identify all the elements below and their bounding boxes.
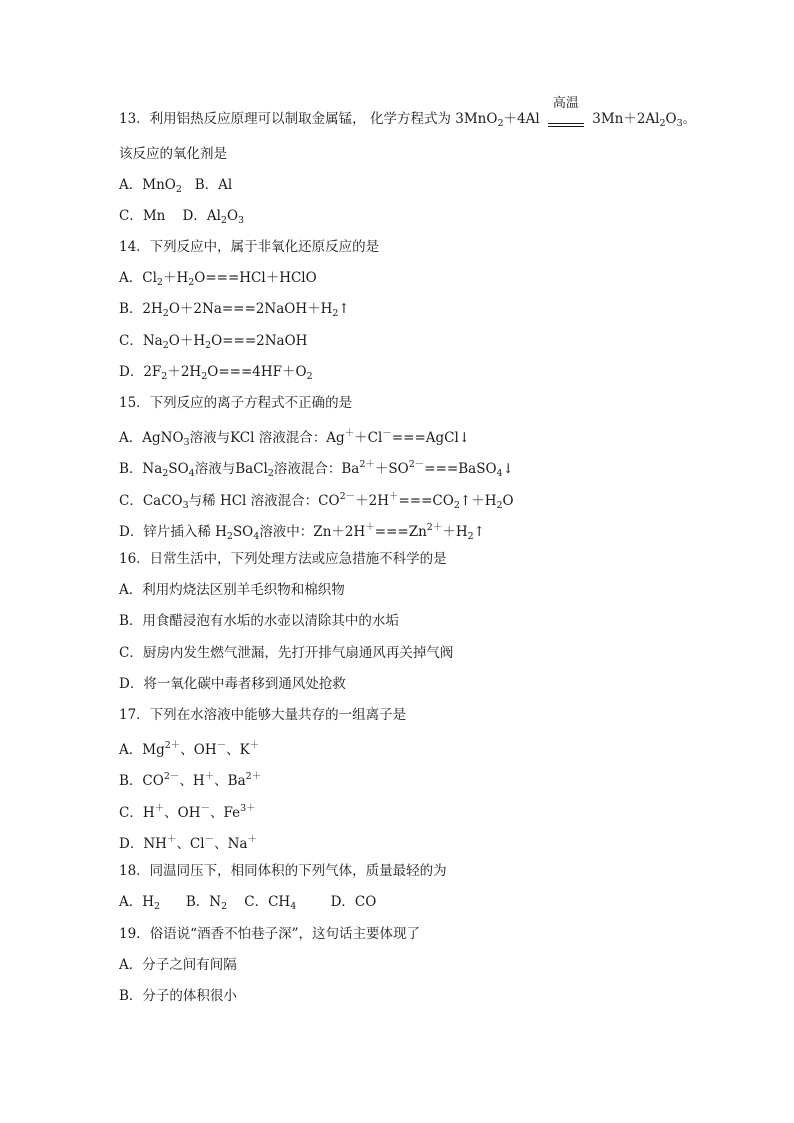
question-14-option-c: C．$Na_2O+H_2O===2NaOH$ [119, 333, 308, 351]
question-17-option-d: D．NH＋、Cl－、Na＋ [119, 834, 257, 852]
question-13-options-ab: A．MnO$_2$ B．Al [119, 177, 233, 195]
question-17-stem: 17．下列在水溶液中能够大量共存的一组离子是 [119, 707, 407, 723]
question-14-option-d: D．$2F_2+2H_2O===4HF+O_2$ [119, 364, 313, 382]
question-16-stem: 16．日常生活中，下列处理方法或应急措施不科学的是 [119, 551, 447, 567]
question-18-stem: 18．同温同压下，相同体积的下列气体，质量最轻的为 [119, 863, 447, 879]
question-13-stem: 13．利用铝热反应原理可以制取金属锰， 化学方程式为 3MnO$_2$＋4Al 高温 $3Mn+2Al_2O_3$。 [119, 110, 696, 133]
question-13-options-cd: C．Mn D．$Al_2O_3$ [119, 208, 245, 226]
question-14-stem: 14．下列反应中，属于非氧化还原反应的是 [119, 239, 380, 255]
question-15-option-b: B．$Na_2SO_4$溶液与BaCl$_2$溶液混合：$Ba^{2+}+SO^{2-}===BaSO_4↓$ [119, 459, 514, 479]
question-16-option-b: B．用食醋浸泡有水垢的水壶以清除其中的水垢 [119, 613, 399, 629]
question-18-options: A．$H_2$ B．$N_2$ C．$CH_4$ D．CO [119, 894, 377, 912]
question-17-option-b: B．$CO^{2-}$、H＋、$Ba^{2+}$ [119, 771, 262, 789]
question-17-option-c: C．H＋、OH－、$Fe^{3+}$ [119, 803, 256, 821]
question-15-option-d: D．锌片插入稀 $H_2SO_4$溶液中：$Zn+2H^+===Zn^{2+}+H_2↑$ [119, 522, 485, 542]
reaction-condition-arrow: 高温 [546, 115, 586, 133]
question-14-option-b: B．$2H_2O+2Na===2NaOH+H_2↑$ [119, 301, 350, 319]
question-13-stem-cont: 该反应的氧化剂是 [119, 146, 227, 162]
question-15-option-c: C．CaCO$_3$与稀 HCl 溶液混合：$CO^{2-}+2H^+===CO_2↑+H_2O$ [119, 491, 514, 511]
question-16-option-a: A．利用灼烧法区别羊毛织物和棉织物 [119, 582, 345, 598]
question-19-option-b: B．分子的体积很小 [119, 988, 237, 1004]
question-19-stem: 19．俗语说“酒香不怕巷子深”，这句话主要体现了 [119, 926, 420, 942]
question-14-option-a: A．$Cl_2+H_2O===HCl+HClO$ [119, 270, 317, 288]
question-15-option-a: A．AgNO$_3$溶液与KCl 溶液混合：Ag＋＋Cl－===AgCl↓ [119, 428, 471, 448]
question-19-option-a: A．分子之间有间隔 [119, 957, 237, 973]
question-16-option-c: C．厨房内发生燃气泄漏，先打开排气扇通风再关掉气阀 [119, 645, 454, 661]
question-17-option-a: A．$Mg^{2+}$、OH－、K＋ [119, 740, 260, 758]
question-15-stem: 15．下列反应的离子方程式不正确的是 [119, 395, 353, 411]
question-16-option-d: D．将一氧化碳中毒者移到通风处抢救 [119, 676, 346, 692]
